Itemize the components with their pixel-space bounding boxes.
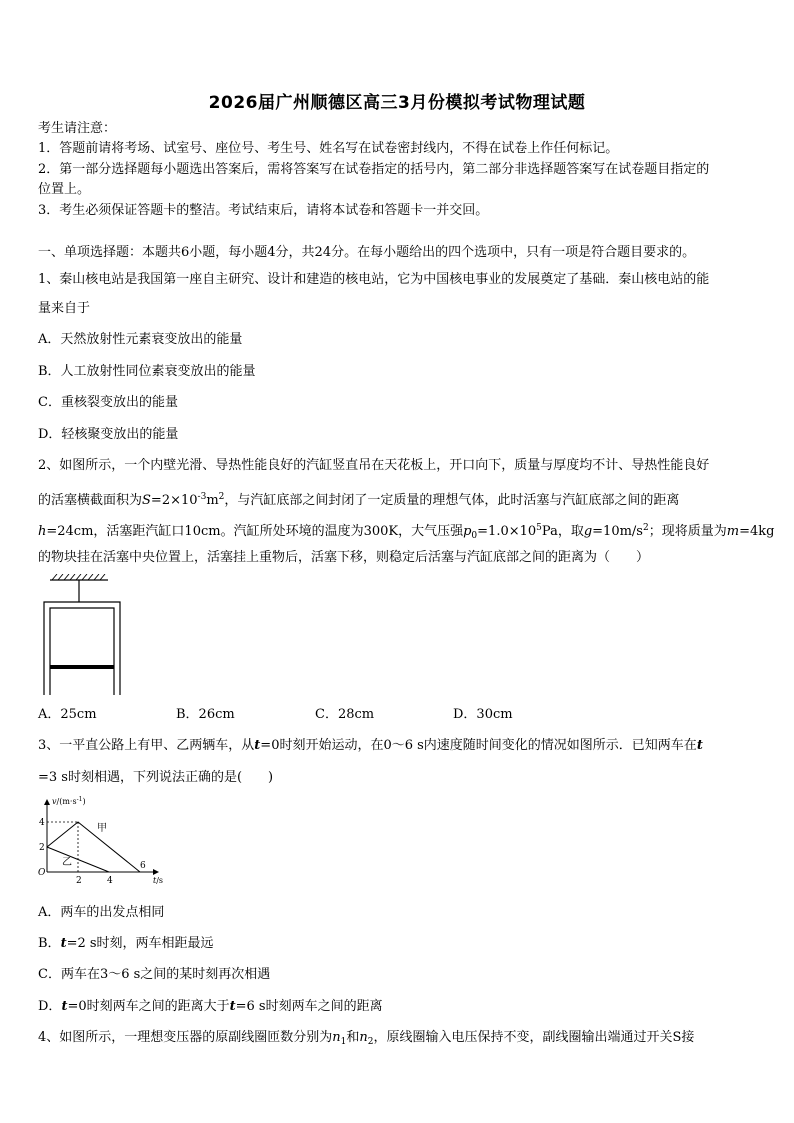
notice-item: 3．考生必须保证答题卡的整洁。考试结束后，请将本试卷和答题卡一并交回。 [38,203,489,218]
question-2-stem: 的活塞横截面积为$S=2\times 10^{-3}m^2$，与汽缸底部之间封闭了一定质量的理想气体，此时活塞与汽缸底部之间的距离 [38,492,680,508]
series-label-jia: 甲 [97,823,107,834]
question-2-stem: 2、如图所示，一个内壁光滑、导热性能良好的汽缸竖直吊在天花板上，开口向下，质量与厚度均不计、导热性能良好 [38,458,710,473]
x-tick-label: 4 [107,876,113,886]
ceiling-hatch [52,574,105,580]
question-3-stem: =3 s时刻相遇，下列说法正确的是( ) [38,770,274,785]
question-2-option-b: B．26cm [176,707,235,722]
notice-item: 位置上。 [38,182,91,197]
x-axis-label: t/s [153,876,164,885]
x-tick-label: 2 [76,876,82,886]
y-tick-label: 4 [39,818,45,828]
question-1-stem: 量来自于 [38,301,91,316]
piston [50,665,114,669]
vt-graph [34,792,174,890]
series-line-jia [47,822,140,872]
question-2-option-a: A．25cm [38,707,97,722]
question-2-stem: 的物块挂在活塞中央位置上，活塞挂上重物后，活塞下移，则稳定后活塞与汽缸底部之间的距离为（ ） [38,550,650,565]
cylinder-outer [44,602,120,695]
section-heading: 一、单项选择题：本题共6小题，每小题4分，共24分。在每小题给出的四个选项中，只有一项是符合题目要求的。 [38,245,696,260]
x-tick-label: 6 [140,861,146,871]
question-1-stem: 1、秦山核电站是我国第一座自主研究、设计和建造的核电站，它为中国核电事业的发展奠定了基础．秦山核电站的能 [38,272,710,287]
question-3-option-d: D．t=0时刻两车之间的距离大于t=6 s时刻两车之间的距离 [38,999,383,1014]
cylinder-figure [36,574,128,698]
question-1-option-d: D．轻核聚变放出的能量 [38,427,179,442]
question-3-option-c: C．两车在3～6 s之间的某时刻再次相遇 [38,967,271,982]
question-2-stem: h=24cm，活塞距汽缸口10cm。汽缸所处环境的温度为300K，大气压强$p_0=1.0\times 10^5Pa$，取$g=10m/s^2$；现将质量为m=4kg [38,523,775,541]
question-1-option-c: C．重核裂变放出的能量 [38,395,178,410]
notice-item: 1．答题前请将考场、试室号、座位号、考生号、姓名写在试卷密封线内，不得在试卷上作任何标记。 [38,141,619,156]
question-2-option-c: C．28cm [315,707,375,722]
page-title: 2026届广州顺德区高三3月份模拟考试物理试题 [208,93,586,113]
question-2-option-d: D．30cm [453,707,513,722]
question-3-option-a: A．两车的出发点相同 [38,905,165,920]
cylinder-inner [50,608,114,695]
question-3-stem: 3、一平直公路上有甲、乙两辆车，从t=0时刻开始运动，在0～6 s内速度随时间变化的情况如图所示．已知两车在t [38,738,703,753]
question-1-option-b: B．人工放射性同位素衰变放出的能量 [38,364,256,379]
y-axis-label: $v/(m\cdot s^{-1})$ [52,796,86,806]
y-tick-label: 2 [39,843,45,853]
question-4-stem: 4、如图所示，一理想变压器的原副线圈匝数分别为$n_1$和$n_2$，原线圈输入电压保持不变，副线圈输出端通过开关S接 [38,1030,695,1047]
question-3-option-b: B．t=2 s时刻，两车相距最远 [38,936,214,951]
notice-heading: 考生请注意： [38,121,117,136]
origin-label: O [38,868,46,878]
series-label-yi: 乙 [62,857,72,868]
notice-item: 2．第一部分选择题每小题选出答案后，需将答案写在试卷指定的括号内，第二部分非选择题答案写在试卷题目指定的 [38,162,710,177]
question-1-option-a: A．天然放射性元素衰变放出的能量 [38,332,243,347]
